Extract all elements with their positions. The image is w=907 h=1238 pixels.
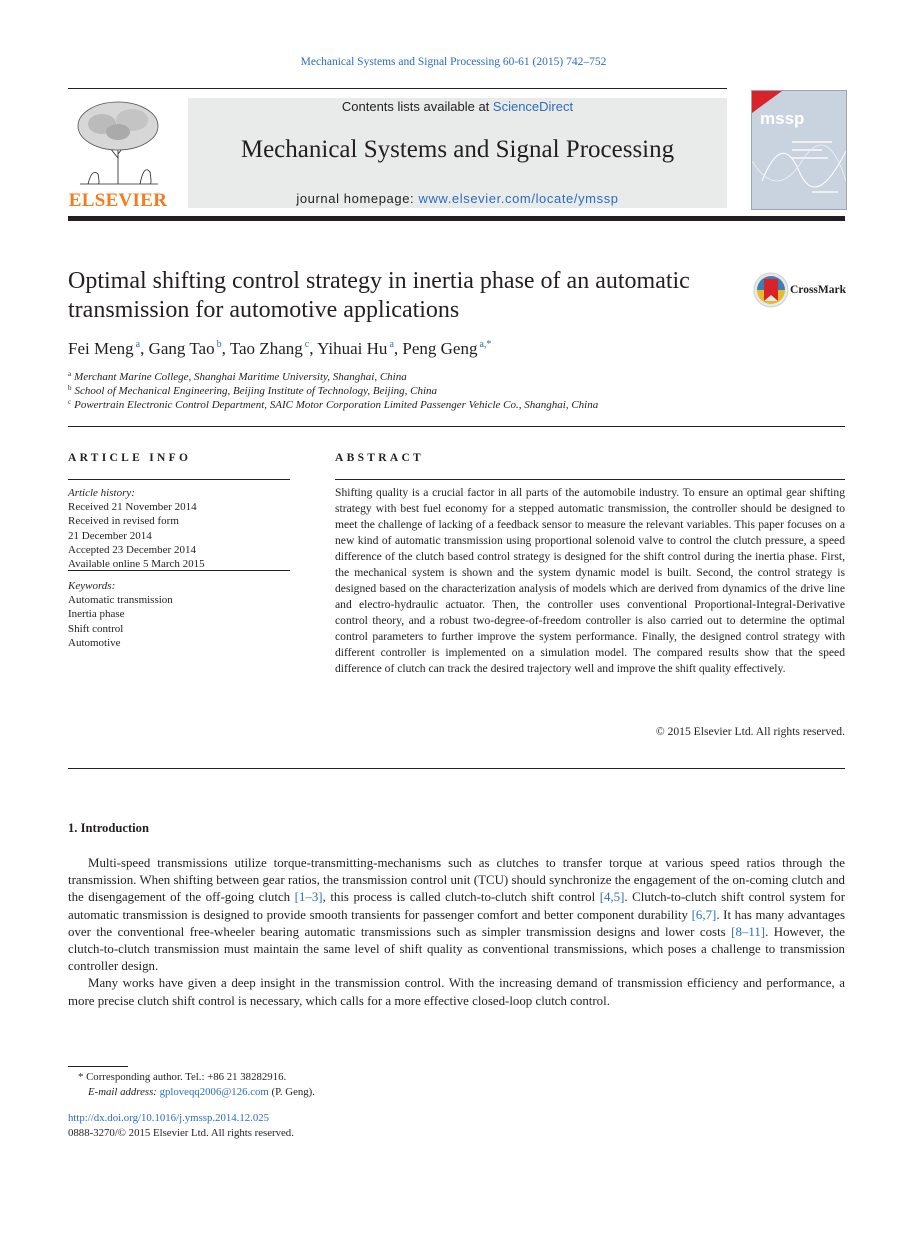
- article-info-heading: ARTICLE INFO: [68, 452, 192, 464]
- citation-link[interactable]: [1–3]: [294, 890, 323, 905]
- section-heading-introduction: 1. Introduction: [68, 821, 149, 835]
- history-entry: Accepted 23 December 2014: [68, 543, 196, 556]
- body-text: . However, the clutch-to-clutch transmission must maintain the same level of shift quality as conventional transmissions, which poses a challenge to transmission controller design.: [68, 924, 845, 974]
- header-top-rule: [68, 88, 727, 89]
- body-text: , this process is called clutch-to-clutch shift control: [322, 890, 600, 905]
- affiliation: [68, 370, 407, 383]
- homepage-line: [188, 191, 727, 206]
- abstract-rule: [335, 479, 845, 480]
- body-text: . Clutch-to-clutch shift control system for automatic transmission is designed to provide smooth transients for passenger comfort and better component durability: [68, 890, 845, 922]
- paragraph: Many works have given a deep insight in the transmission control. With the increasing demand of transmission efficiency and performance, a more precise clutch shift control is necessary, which calls for a more effective closed-loop clutch control.: [68, 976, 845, 1008]
- author-name: Yihuai Hu: [317, 339, 388, 358]
- author-name: Tao Zhang: [229, 339, 303, 358]
- article-info-rule: [68, 479, 290, 480]
- sciencedirect-link[interactable]: ScienceDirect: [492, 99, 574, 114]
- body-text: . It has many advantages over the conventional free-wheeler bearing automatic transmissions such as simpler transmission designs and lower costs: [68, 907, 846, 939]
- history-entry: Available online 5 March 2015: [68, 558, 205, 571]
- doi-block: [68, 1111, 294, 1141]
- homepage-prefix: journal homepage:: [296, 191, 419, 206]
- introduction-body: [68, 855, 845, 1010]
- paragraph: [68, 855, 845, 975]
- author-list: Fei Meng $^a$, Gang Tao $^b$, Tao Zhang $^c$, Yihuai Hu $^a$, Peng Geng $^{a,*}$: [68, 339, 492, 358]
- author-affiliation-mark[interactable]: a,*: [479, 339, 492, 350]
- email-suffix: (P. Geng).: [268, 1086, 315, 1098]
- affiliation-divider: [68, 426, 845, 427]
- author-affiliation-mark[interactable]: a: [389, 339, 394, 350]
- cover-title: mssp: [760, 109, 805, 128]
- citation-link[interactable]: [4,5]: [599, 890, 625, 905]
- email-label: E-mail address:: [88, 1086, 160, 1098]
- keyword: Inertia phase: [68, 608, 125, 621]
- citation-link[interactable]: [8–11]: [731, 924, 766, 939]
- affiliation: [68, 384, 437, 397]
- issn-line: 0888-3270/© 2015 Elsevier Ltd. All rights reserved.: [68, 1127, 294, 1139]
- keywords-block: [68, 579, 290, 650]
- affiliation-mark: c: [68, 398, 72, 406]
- affiliation-mark: a: [68, 370, 72, 378]
- elsevier-wordmark: ELSEVIER: [68, 190, 168, 211]
- contents-prefix: Contents lists available at: [341, 99, 493, 114]
- keyword: Automatic transmission: [68, 594, 173, 607]
- body-text: Multi-speed transmissions utilize torque-transmitting-mechanisms such as clutches to transfer torque at various speed ratios through the transmission. When shifting between gear ratios, the transmission control unit (TCU) should synchronize the engagement of the on-coming clutch and the disengagement of the off-going clutch: [68, 856, 845, 905]
- keywords-rule: [68, 570, 290, 571]
- journal-reference[interactable]: Mechanical Systems and Signal Processing 60-61 (2015) 742–752: [300, 56, 607, 68]
- history-label: Article history:: [68, 487, 135, 499]
- author-name: Gang Tao: [148, 339, 215, 358]
- crossmark-label: CrossMark: [790, 284, 847, 296]
- history-entry: Received in revised form: [68, 515, 179, 528]
- abstract-copyright: © 2015 Elsevier Ltd. All rights reserved.: [655, 725, 845, 738]
- affiliation-text: School of Mechanical Engineering, Beijing Institute of Technology, Beijing, China: [74, 385, 438, 397]
- contents-line: [188, 99, 727, 114]
- header-bottom-rule: [68, 216, 845, 221]
- author-name: Fei Meng: [68, 339, 134, 358]
- homepage-link[interactable]: www.elsevier.com/locate/ymssp: [418, 191, 619, 206]
- footnotes: [68, 1070, 845, 1100]
- abstract-bottom-rule: [68, 768, 845, 769]
- author-affiliation-mark[interactable]: a: [135, 339, 141, 350]
- email-link[interactable]: gploveqq2006@126.com: [159, 1086, 269, 1098]
- article-title: Optimal shifting control strategy in inertia phase of an automatic transmission for automotive applications: [68, 268, 690, 323]
- keyword: Automotive: [68, 636, 121, 649]
- corresponding-author-note: * Corresponding author. Tel.: +86 21 38282916.: [78, 1071, 287, 1083]
- affiliation-mark: b: [68, 384, 72, 392]
- keywords-label: Keywords:: [68, 580, 116, 592]
- author-affiliation-mark[interactable]: c: [304, 339, 310, 350]
- citation-link[interactable]: [6,7]: [691, 907, 717, 922]
- footnote-rule: [68, 1066, 128, 1067]
- affiliation: [68, 398, 598, 411]
- author-name: Peng Geng: [402, 339, 478, 358]
- journal-cover-thumbnail: [751, 90, 847, 210]
- article-history: [68, 486, 290, 571]
- history-entry: Received 21 November 2014: [68, 501, 197, 514]
- journal-title: Mechanical Systems and Signal Processing: [240, 136, 675, 163]
- abstract-heading: ABSTRACT: [335, 452, 425, 464]
- history-entry: 21 December 2014: [68, 529, 152, 542]
- affiliation-text: Powertrain Electronic Control Department, SAIC Motor Corporation Limited Passenger Vehicle Co., Shanghai, China: [74, 399, 599, 411]
- doi-link[interactable]: http://dx.doi.org/10.1016/j.ymssp.2014.12.025: [68, 1112, 270, 1124]
- keyword: Shift control: [68, 622, 124, 635]
- affiliation-text: Merchant Marine College, Shanghai Maritime University, Shanghai, China: [74, 371, 407, 383]
- author-affiliation-mark[interactable]: b: [216, 339, 222, 350]
- email-note: [68, 1085, 845, 1100]
- abstract-text: Shifting quality is a crucial factor in all parts of the automobile industry. To ensure an optimal gear shifting strategy with best fuel economy for a stepped automatic transmission, the controller should be designed to meet the challenge of lacking of a feedback sensor to measure the relevant variables. This paper focuses on a new kind of automatic transmission using proportional solenoid valve to control the clutch pressure, a speed difference of the clutch based control strategy is designed for the shift control during the inertia phase. First, the mechanical system is shown and the system dynamic model is built. Second, the control strategy is designed based on the characterization analysis of models which are derived from dynamics of the drive line and electro-hydraulic actuator. Then, the controller uses conventional Proportional-Integral-Derivative control theory, and a robust two-degree-of-freedom controller is also carried out to determine the optimal control parameters to further improve the system performance. Finally, the designed control strategy with different controller is implemented on a simulation model. The compared results show that the speed difference of clutch can track the desired trajectory well and improve the shift quality effectively.: [335, 486, 845, 675]
